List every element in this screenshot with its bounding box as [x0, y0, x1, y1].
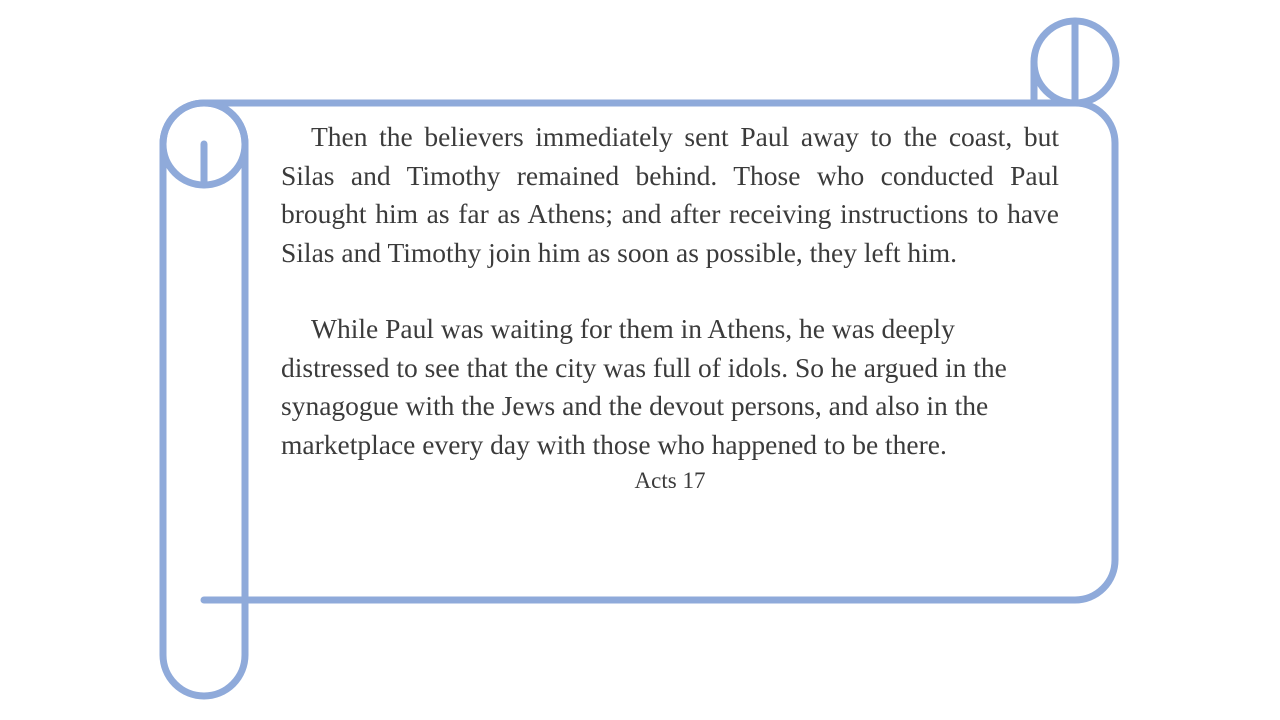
- paragraph-1: Then the believers immediately sent Paul away to the coast, but Silas and Timothy remained behind. Those who conducted Paul brought him as far as Athens; and after receiving instructions to have Silas and Timothy join him as soon as possible, they left him.: [281, 121, 1059, 268]
- scripture-citation: Acts 17: [634, 468, 706, 493]
- scripture-text-block: [281, 118, 1059, 496]
- paragraph-2: While Paul was waiting for them in Athens, he was deeply distressed to see that the city was full of idols. So he argued in the synagogue with the Jews and the devout persons, and also in the marketplace every day with those who happened to be there.: [281, 313, 1007, 460]
